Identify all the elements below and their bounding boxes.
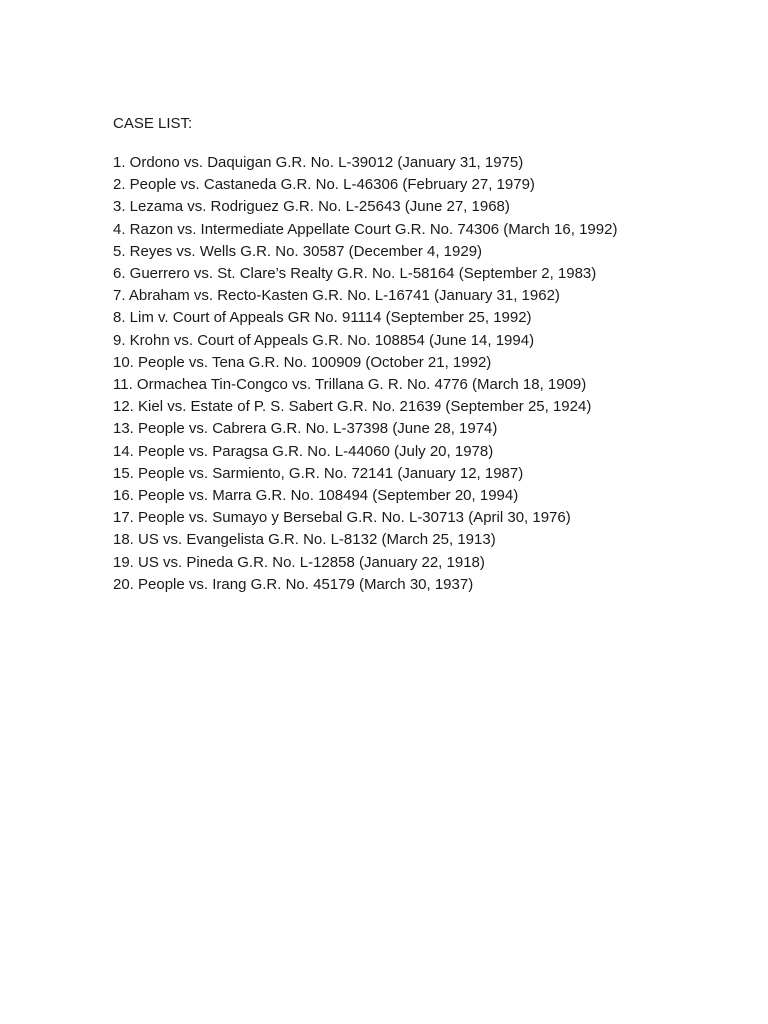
case-item: 11. Ormachea Tin-Congco vs. Trillana G. R. No. 4776 (March 18, 1909) — [113, 376, 587, 394]
case-item: 18. US vs. Evangelista G.R. No. L-8132 (March 25, 1913) — [113, 531, 496, 549]
document-content — [113, 113, 733, 596]
case-item: 2. People vs. Castaneda G.R. No. L-46306 (February 27, 1979) — [113, 176, 535, 194]
case-item: 19. US vs. Pineda G.R. No. L-12858 (January 22, 1918) — [113, 553, 485, 571]
case-item: 13. People vs. Cabrera G.R. No. L-37398 (June 28, 1974) — [113, 420, 498, 438]
case-item: 5. Reyes vs. Wells G.R. No. 30587 (December 4, 1929) — [113, 242, 483, 260]
case-item: 20. People vs. Irang G.R. No. 45179 (March 30, 1937) — [113, 575, 474, 593]
case-item: 16. People vs. Marra G.R. No. 108494 (September 20, 1994) — [113, 487, 519, 505]
case-item: 17. People vs. Sumayo y Bersebal G.R. No. L-30713 (April 30, 1976) — [113, 509, 571, 527]
case-item: 4. Razon vs. Intermediate Appellate Court G.R. No. 74306 (March 16, 1992) — [113, 220, 618, 238]
case-item: 14. People vs. Paragsa G.R. No. L-44060 (July 20, 1978) — [113, 442, 494, 460]
case-item: 10. People vs. Tena G.R. No. 100909 (October 21, 1992) — [113, 353, 492, 371]
case-item: 12. Kiel vs. Estate of P. S. Sabert G.R. No. 21639 (September 25, 1924) — [113, 398, 592, 416]
case-list — [113, 152, 733, 596]
case-list-heading: CASE LIST: — [113, 115, 193, 132]
case-item: 6. Guerrero vs. St. Clare’s Realty G.R. No. L-58164 (September 2, 1983) — [113, 265, 597, 283]
case-item: 8. Lim v. Court of Appeals GR No. 91114 (September 25, 1992) — [113, 309, 532, 327]
case-item: 9. Krohn vs. Court of Appeals G.R. No. 108854 (June 14, 1994) — [113, 331, 535, 349]
case-item: 3. Lezama vs. Rodriguez G.R. No. L-25643 (June 27, 1968) — [113, 198, 510, 216]
case-item: 1. Ordono vs. Daquigan G.R. No. L-39012 (January 31, 1975) — [113, 154, 524, 171]
case-item: 15. People vs. Sarmiento, G.R. No. 72141 (January 12, 1987) — [113, 464, 524, 482]
case-item: 7. Abraham vs. Recto-Kasten G.R. No. L-16741 (January 31, 1962) — [113, 287, 560, 305]
